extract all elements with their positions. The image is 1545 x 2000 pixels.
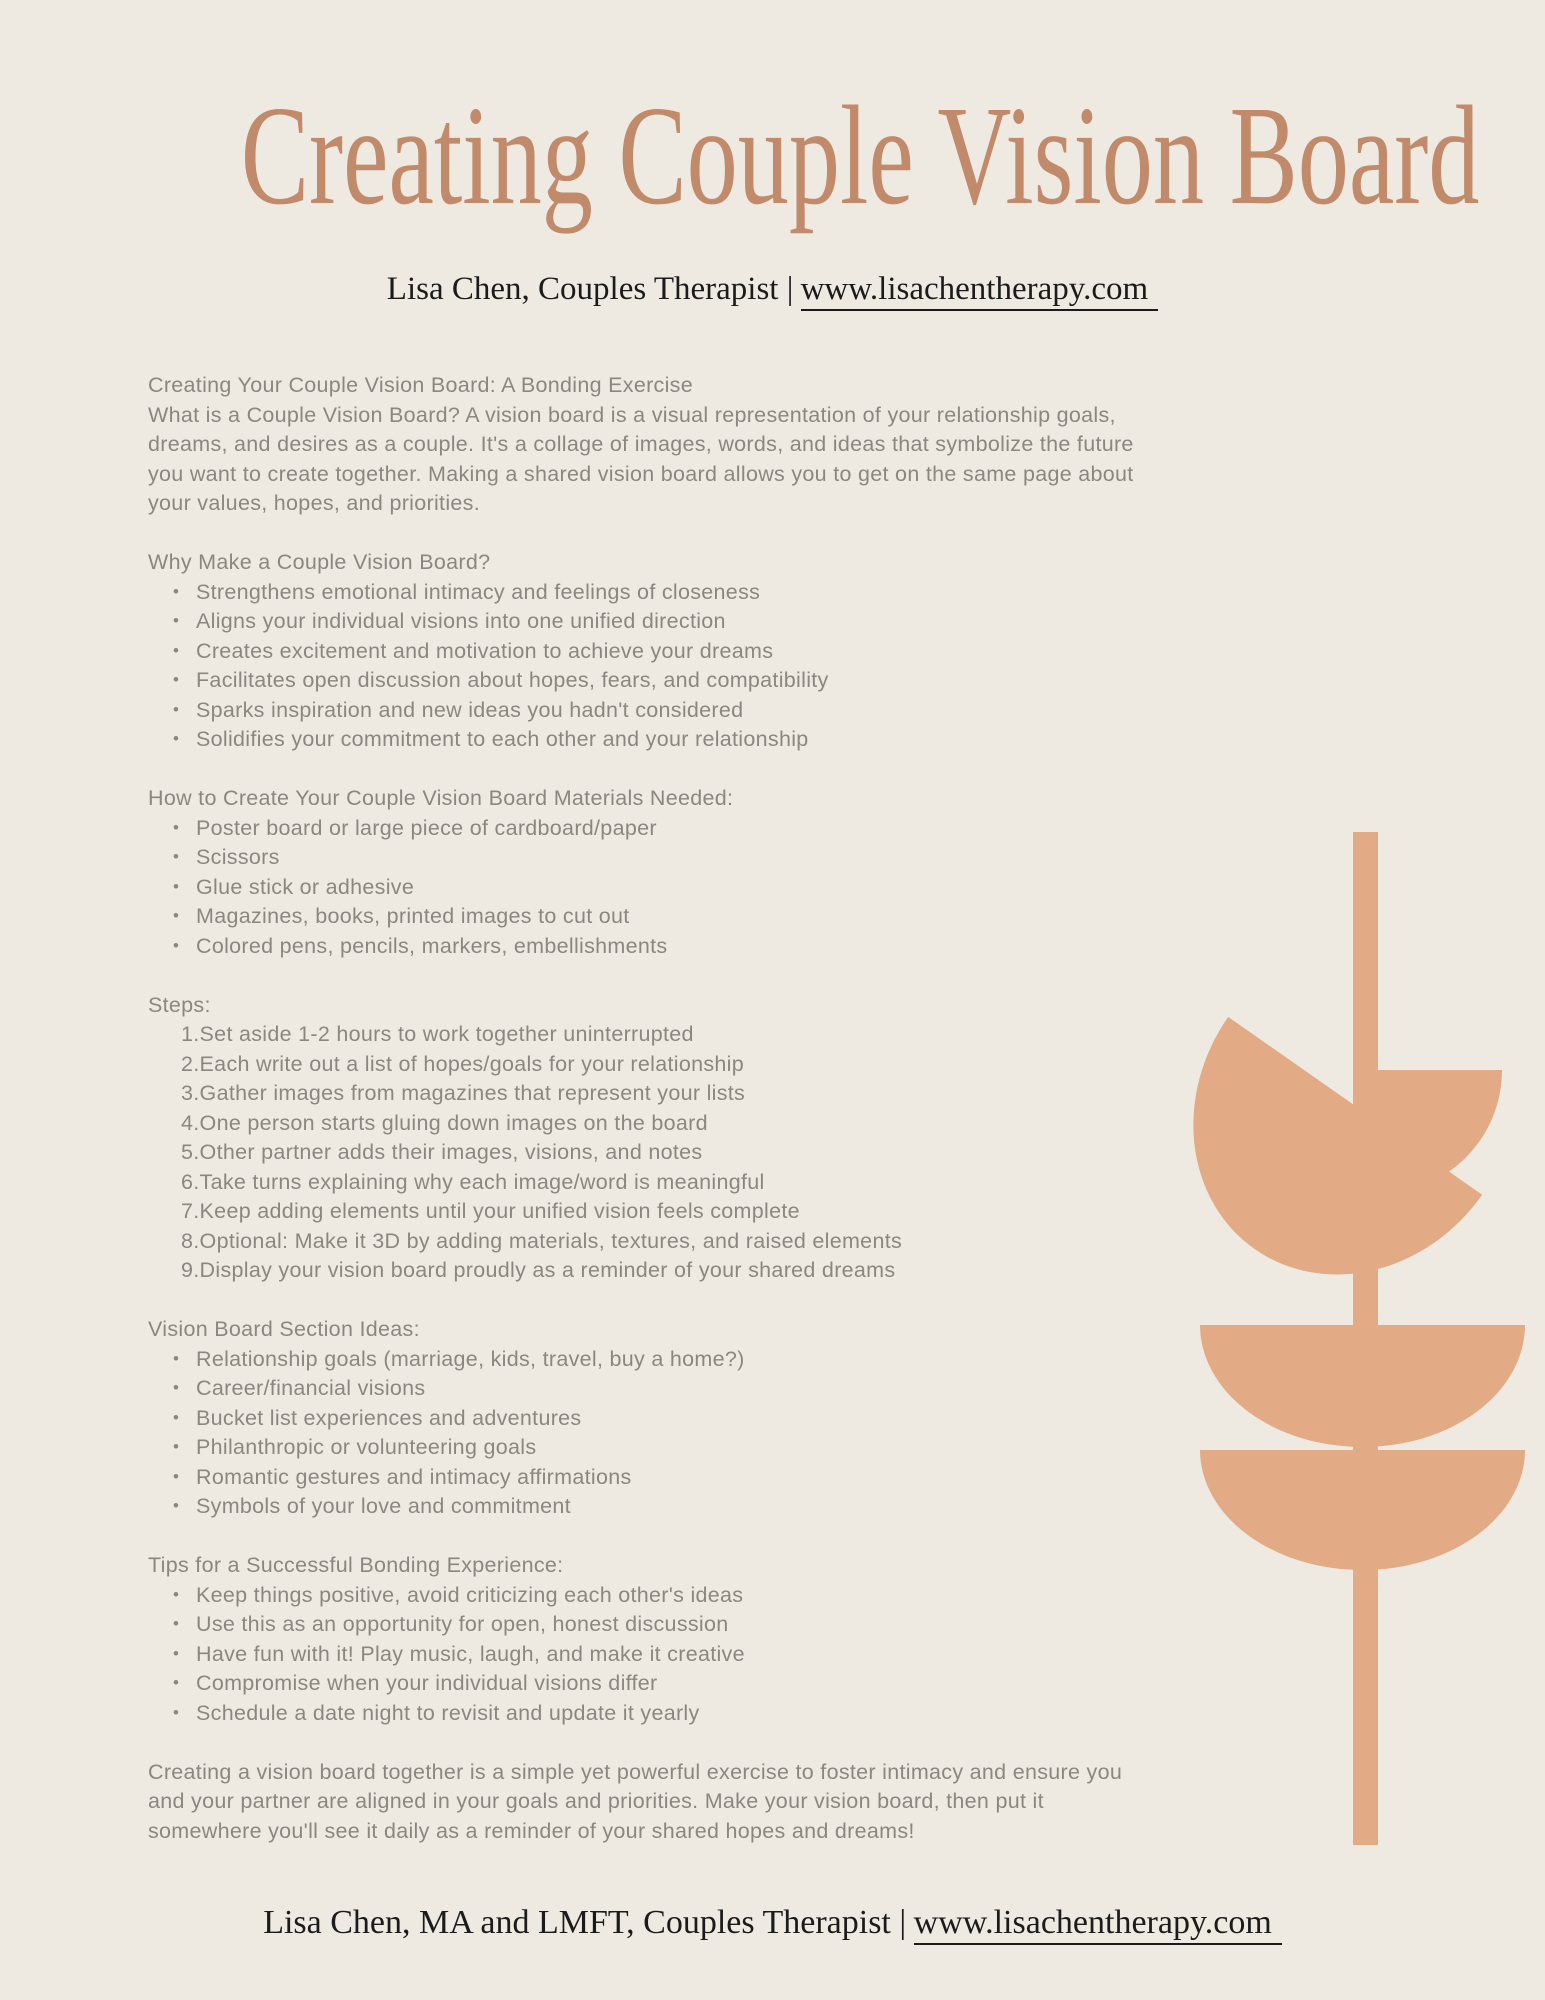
- document-body: [148, 371, 1153, 1846]
- plant-quarter-leaf-shape: [1378, 1070, 1502, 1194]
- list-item: • Use this as an opportunity for open, honest discussion: [148, 1610, 1153, 1640]
- section-materials: [148, 784, 1153, 961]
- section-heading: How to Create Your Couple Vision Board Materials Needed:: [148, 786, 734, 810]
- section-heading: Why Make a Couple Vision Board?: [148, 550, 491, 574]
- section-heading: Vision Board Section Ideas:: [148, 1317, 420, 1341]
- list-item: • Facilitates open discussion about hopes, fears, and compatibility: [148, 666, 1153, 696]
- list-item: Keep adding elements until your unified vision feels complete: [199, 1199, 800, 1223]
- paragraph: What is a Couple Vision Board? A vision board is a visual representation of your relationship goals, dreams, and desires as a couple. It's a collage of images, words, and ideas that symbolize the future you want to create together. Making a shared vision board allows you to get on the same page about your values, hopes, and priorities.: [148, 402, 1134, 515]
- page-title: [0, 76, 1545, 234]
- list-item: • Relationship goals (marriage, kids, travel, buy a home?): [148, 1345, 1153, 1375]
- section-closing: [148, 1758, 1153, 1847]
- list-item: Gather images from magazines that represent your lists: [199, 1081, 746, 1105]
- list-item: Set aside 1-2 hours to work together uninterrupted: [199, 1022, 694, 1046]
- list-item: Optional: Make it 3D by adding materials, textures, and raised elements: [199, 1228, 903, 1253]
- section-tips: [148, 1551, 1153, 1728]
- page-title-text: Creating Couple Vision Board: [240, 76, 1480, 234]
- section-ideas: [148, 1315, 1153, 1522]
- section-heading: Creating Your Couple Vision Board: A Bonding Exercise: [148, 373, 693, 397]
- list-item: • Philanthropic or volunteering goals: [148, 1433, 1153, 1463]
- section-steps: [148, 991, 1153, 1286]
- bullet-list: [148, 814, 1153, 962]
- website-link[interactable]: www.lisachentherapy.com: [801, 271, 1159, 311]
- section-why: [148, 548, 1153, 755]
- list-item: • Schedule a date night to revisit and update it yearly: [148, 1699, 1153, 1729]
- list-item: • Sparks inspiration and new ideas you hadn't considered: [148, 696, 1153, 726]
- list-item: • Compromise when your individual visions differ: [148, 1669, 1153, 1699]
- list-item: • Bucket list experiences and adventures: [148, 1404, 1153, 1434]
- list-item: • Magazines, books, printed images to cut out: [148, 902, 1153, 932]
- section-intro: [148, 371, 1153, 519]
- list-item: • Strengthens emotional intimacy and feelings of closeness: [148, 578, 1153, 608]
- list-item: • Keep things positive, avoid criticizing each other's ideas: [148, 1581, 1153, 1611]
- list-item: • Creates excitement and motivation to achieve your dreams: [148, 637, 1153, 667]
- list-item: • Poster board or large piece of cardboard/paper: [148, 814, 1153, 844]
- list-item: Other partner adds their images, visions, and notes: [199, 1140, 703, 1164]
- footer-byline: [0, 1903, 1545, 1944]
- list-item: • Career/financial visions: [148, 1374, 1153, 1404]
- list-item: • Aligns your individual visions into one unified direction: [148, 607, 1153, 637]
- list-item: • Colored pens, pencils, markers, embellishments: [148, 932, 1153, 962]
- plant-bowl-leaf-shape: [1200, 1325, 1525, 1447]
- list-item: • Scissors: [148, 843, 1153, 873]
- bullet-list: [148, 1345, 1153, 1522]
- list-item: • Solidifies your commitment to each other and your relationship: [148, 725, 1153, 755]
- plant-tilted-leaf-shape: [1128, 1017, 1482, 1338]
- list-item: • Glue stick or adhesive: [148, 873, 1153, 903]
- plant-bowl-leaf-shape: [1200, 1450, 1525, 1570]
- list-item: • Symbols of your love and commitment: [148, 1492, 1153, 1522]
- section-heading: Steps:: [148, 992, 211, 1017]
- list-item: One person starts gluing down images on the board: [199, 1110, 708, 1135]
- bullet-list: [148, 578, 1153, 755]
- numbered-list: [148, 1020, 1153, 1286]
- list-item: • Have fun with it! Play music, laugh, and make it creative: [148, 1640, 1153, 1670]
- paragraph: Creating a vision board together is a simple yet powerful exercise to foster intimacy and ensure you and your partner are aligned in your goals and priorities. Make your vision board, then put it somewhere you'll see it daily as a reminder of your shared hopes and dreams!: [148, 1759, 1123, 1843]
- list-item: Display your vision board proudly as a reminder of your shared dreams: [199, 1258, 896, 1282]
- list-item: Take turns explaining why each image/word is meaningful: [199, 1169, 765, 1194]
- bullet-list: [148, 1581, 1153, 1729]
- section-heading: Tips for a Successful Bonding Experience:: [148, 1553, 564, 1577]
- plant-stem-shape: [1353, 832, 1378, 1845]
- footer-byline-text: Lisa Chen, MA and LMFT, Couples Therapist |: [263, 1904, 907, 1941]
- byline-text: Lisa Chen, Couples Therapist |: [386, 271, 794, 307]
- header-byline: [0, 270, 1545, 310]
- footer-website-link[interactable]: www.lisachentherapy.com: [914, 1904, 1282, 1945]
- list-item: Each write out a list of hopes/goals for your relationship: [199, 1051, 744, 1076]
- list-item: • Romantic gestures and intimacy affirmations: [148, 1463, 1153, 1493]
